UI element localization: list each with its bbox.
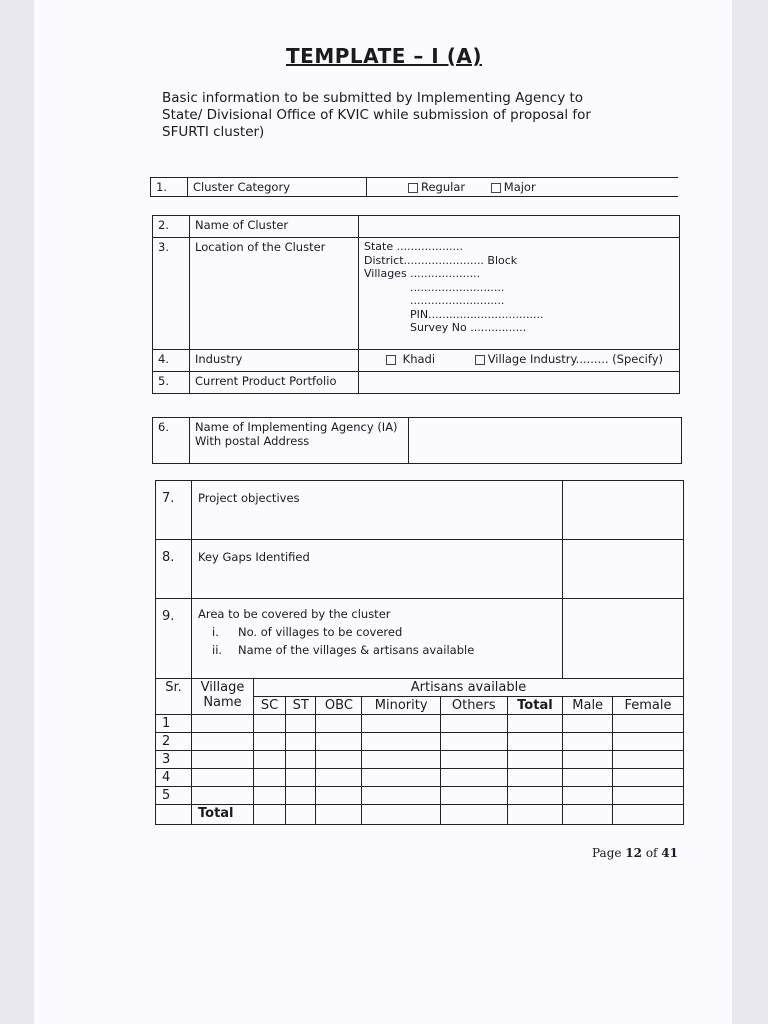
project-objectives-field[interactable] (563, 481, 684, 540)
row-number: 3. (153, 238, 190, 350)
key-gaps-label: Key Gaps Identified (192, 540, 563, 599)
khadi-checkbox[interactable]: Khadi (386, 352, 435, 366)
cluster-category-options (367, 178, 679, 197)
product-portfolio-label: Current Product Portfolio (190, 372, 359, 394)
villages-dots-2: ........................... (410, 294, 505, 307)
key-gaps-field[interactable] (563, 540, 684, 599)
page-number: Page 12 of 41 (592, 846, 678, 860)
table-row: 5 (156, 787, 684, 805)
implementing-agency-field[interactable] (409, 418, 682, 464)
row-number: 6. (153, 418, 190, 464)
obc-header: OBC (316, 697, 362, 715)
row-number: 8. (156, 540, 192, 599)
industry-label: Industry (190, 350, 359, 372)
implementing-agency-table (152, 417, 682, 464)
total-header: Total (507, 697, 563, 715)
area-covered-field[interactable] (563, 599, 684, 679)
village-industry-checkbox[interactable]: Village Industry......... (Specify) (475, 352, 663, 366)
row-number: 4. (153, 350, 190, 372)
cluster-name-label: Name of Cluster (190, 216, 359, 238)
cluster-category-label: Cluster Category (188, 178, 367, 197)
cluster-name-field[interactable] (359, 216, 680, 238)
product-portfolio-field[interactable] (359, 372, 680, 394)
table-row: 3 (156, 751, 684, 769)
row-number: 2. (153, 216, 190, 238)
total-row (156, 805, 684, 825)
regular-checkbox[interactable]: Regular (408, 180, 465, 194)
location-label: Location of the Cluster (190, 238, 359, 350)
pin-line: PIN................................. (410, 307, 544, 321)
row-number: 5. (153, 372, 190, 394)
artisans-available-header: Artisans available (254, 679, 684, 697)
industry-options (359, 350, 680, 372)
implementing-agency-label: Name of Implementing Agency (IA) With postal Address (190, 418, 409, 464)
male-header: Male (563, 697, 613, 715)
project-objectives-label: Project objectives (192, 481, 563, 540)
st-header: ST (285, 697, 315, 715)
minority-header: Minority (362, 697, 441, 715)
villages-dots-1: ........................... (410, 280, 505, 294)
project-table (155, 480, 684, 825)
survey-line: Survey No ................ (410, 321, 527, 334)
row-number: 9. (156, 599, 192, 679)
checkbox-icon (386, 355, 396, 365)
table-row: 1 (156, 715, 684, 733)
cluster-category-table (150, 177, 678, 197)
district-line: District....................... Block (364, 253, 518, 267)
major-checkbox[interactable]: Major (491, 180, 536, 194)
total-label: Total (192, 805, 254, 825)
sr-header: Sr. (156, 679, 192, 715)
checkbox-icon (491, 183, 501, 193)
area-covered-label: Area to be covered by the cluster i. No. of villages to be covered ii. Name of the villages & artisans available (192, 599, 563, 679)
others-header: Others (440, 697, 507, 715)
state-line: State ................... (364, 240, 464, 253)
villages-line: Villages .................... (364, 267, 481, 280)
village-name-header: Village Name (192, 679, 254, 715)
sc-header: SC (254, 697, 286, 715)
table-row: 2 (156, 733, 684, 751)
row-number: 1. (151, 178, 188, 197)
row-number: 7. (156, 481, 192, 540)
intro-text: Basic information to be submitted by Implementing Agency to State/ Divisional Office of KVIC while submission of proposal for SFURTI cluster) (162, 90, 591, 140)
checkbox-icon (475, 355, 485, 365)
location-field[interactable] (359, 238, 680, 350)
page-title: TEMPLATE – I (A) (286, 44, 482, 68)
cluster-details-table (152, 215, 680, 394)
checkbox-icon (408, 183, 418, 193)
table-row: 4 (156, 769, 684, 787)
female-header: Female (612, 697, 683, 715)
